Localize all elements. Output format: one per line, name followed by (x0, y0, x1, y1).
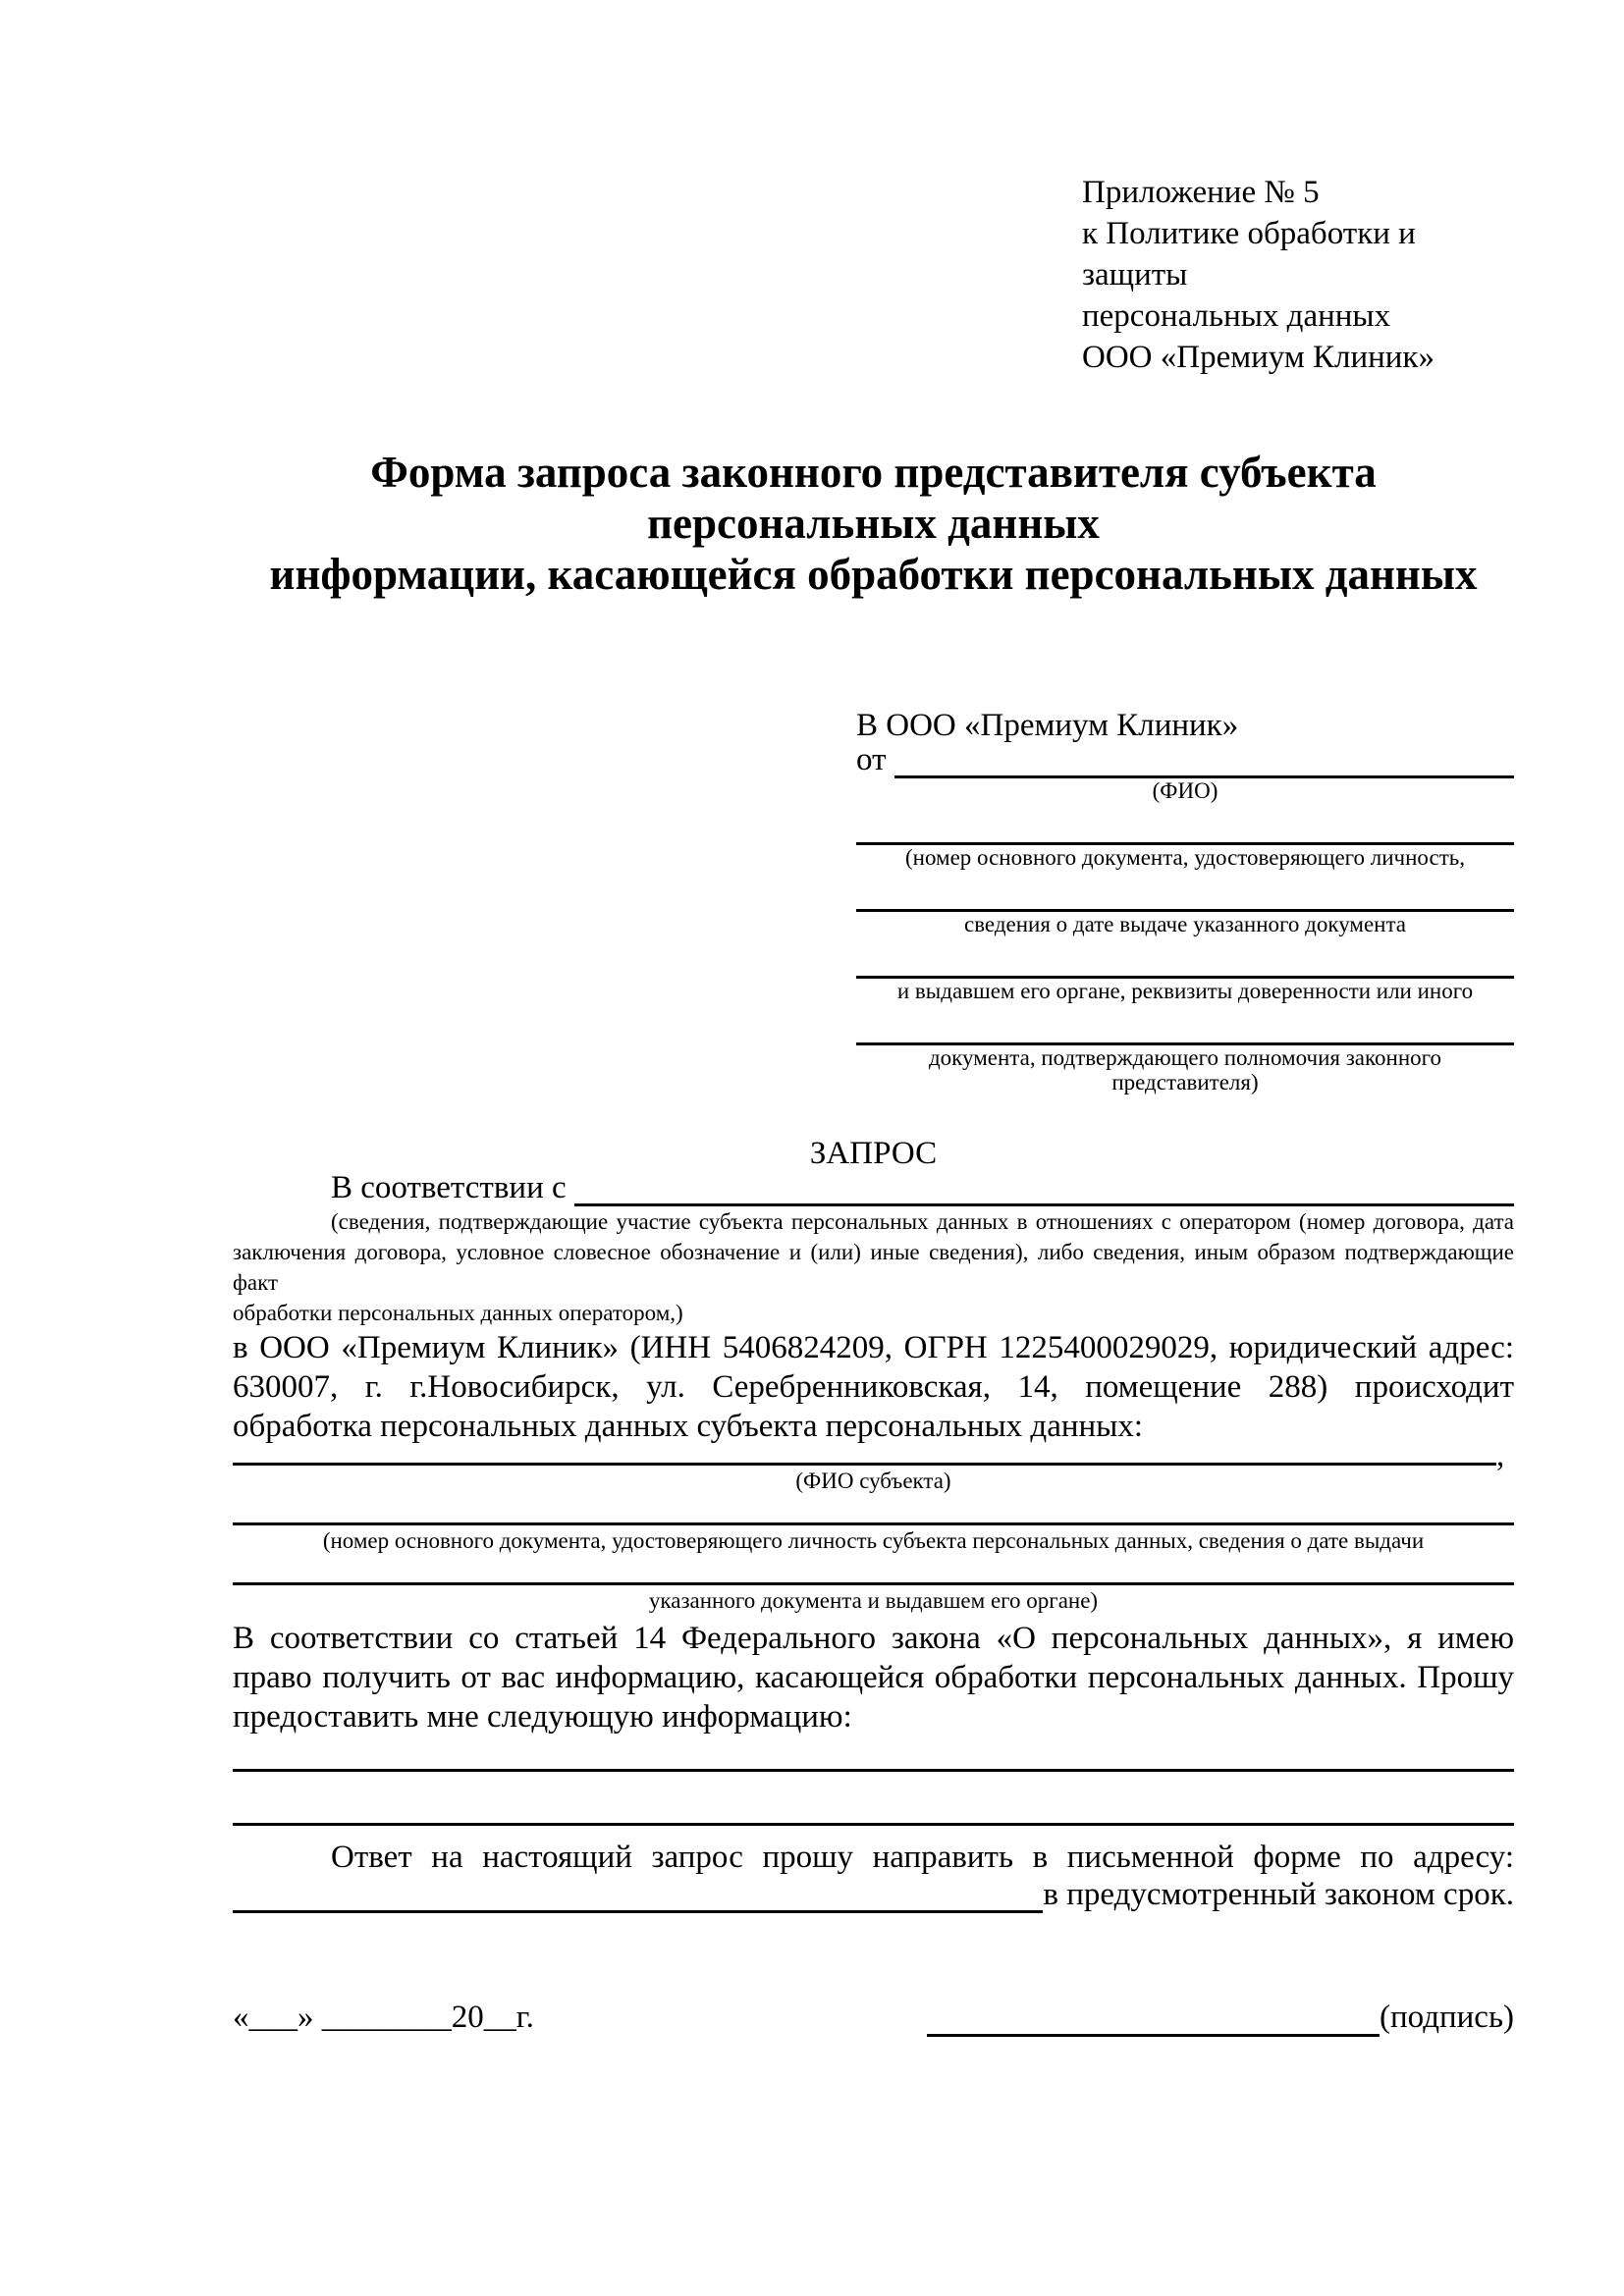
reply-address-row (233, 1877, 1514, 1913)
document-number-caption: (номер основного документа, удостоверяющего личность, (904, 845, 1465, 870)
appendix-block (1082, 172, 1514, 378)
operator-paragraph (233, 1328, 1514, 1446)
issuing-authority-field-line (856, 936, 1514, 979)
rights-paragraph-line: предоставить мне следующую информацию: (233, 1699, 852, 1735)
rights-paragraph (233, 1619, 1514, 1736)
issuing-authority-caption: и выдавшем его органе, реквизиты доверенности или иного (896, 979, 1474, 1003)
issue-date-field-line (856, 870, 1514, 912)
subject-fio-field-row (233, 1438, 1514, 1473)
signature-caption: (подпись) (1380, 2000, 1514, 2035)
requested-info-field-line (233, 1736, 1514, 1772)
form-title (233, 447, 1514, 600)
subject-document-caption: (номер основного документа, удостоверяющего личность субъекта персональных данных, сведения о дате выдачи (322, 1528, 1425, 1553)
request-heading: ЗАПРОС (809, 1136, 938, 1171)
accordance-caption-line: (сведения, подтверждающие участие субъекта персональных данных в отношениях с оператором (номер договора, дата (331, 1209, 1514, 1234)
from-row (856, 742, 1514, 778)
addressee-block (856, 704, 1514, 1095)
proxy-document-caption: документа, подтверждающего полномочия законного представителя) (928, 1045, 1441, 1095)
subject-fio-caption: (ФИО субъекта) (795, 1468, 951, 1493)
form-title-line: информации, касающейся обработки персональных данных (269, 550, 1478, 599)
trailing-comma: , (1496, 1438, 1505, 1473)
issue-date-caption: сведения о дате выдаче указанного документа (963, 912, 1407, 936)
rights-paragraph-line: право получить от вас информацию, касающейся обработки персональных данных. Прошу (233, 1660, 1514, 1695)
rights-paragraph-line: В соответствии со статьей 14 Федерального закона «О персональных данных», я имею (233, 1621, 1514, 1656)
from-label: от (856, 742, 887, 777)
requested-info-field-line (233, 1772, 1514, 1826)
proxy-document-field-line (856, 1003, 1514, 1045)
document-number-field-line (856, 803, 1514, 845)
reply-address-field-line (233, 1910, 1043, 1913)
addressee-org: В ООО «Премиум Клиник» (856, 708, 1239, 743)
reply-address-sentence: Ответ на настоящий запрос прошу направить в письменной форме по адресу: (331, 1840, 1514, 1875)
signature-field-line (927, 2033, 1380, 2037)
accordance-caption (233, 1206, 1514, 1328)
appendix-line: Приложение № 5 (1082, 175, 1320, 210)
form-title-line: Форма запроса законного представителя субъекта персональных данных (370, 448, 1377, 548)
appendix-line: ООО «Премиум Клиник» (1082, 340, 1435, 375)
accordance-caption-line: заключения договора, условное словесное обозначение и (или) иные сведения), либо сведения, иным образом подтверждающие факт (233, 1240, 1514, 1295)
signature-row (233, 1998, 1514, 2037)
subject-document-issuer-field-line (233, 1553, 1514, 1585)
date-blank-text: «___» ________20__г. (233, 2000, 534, 2035)
accordance-label: В соответствии с (331, 1170, 567, 1205)
subject-document-field-line (233, 1493, 1514, 1525)
subject-document-issuer-caption: указанного документа и выдавшем его органе) (648, 1588, 1099, 1613)
fio-caption: (ФИО) (1152, 778, 1218, 803)
appendix-line: к Политике обработки и защиты (1082, 216, 1416, 293)
accordance-row (233, 1170, 1514, 1206)
reply-deadline-text: в предусмотренный законом срок. (1043, 1877, 1514, 1912)
operator-paragraph-line: 630007, г. г.Новосибирск, ул. Серебренниковская, 14, помещение 288) происходит (233, 1369, 1514, 1405)
appendix-line: персональных данных (1082, 298, 1391, 334)
operator-paragraph-line: в ООО «Премиум Клиник» (ИНН 5406824209, ОГРН 1225400029029, юридический адрес: (233, 1330, 1514, 1365)
accordance-caption-line: обработки персональных данных оператором,) (233, 1301, 683, 1325)
operator-paragraph-line: обработка персональных данных субъекта персональных данных: (233, 1409, 1143, 1444)
subject-fio-field-line (233, 1447, 1496, 1466)
